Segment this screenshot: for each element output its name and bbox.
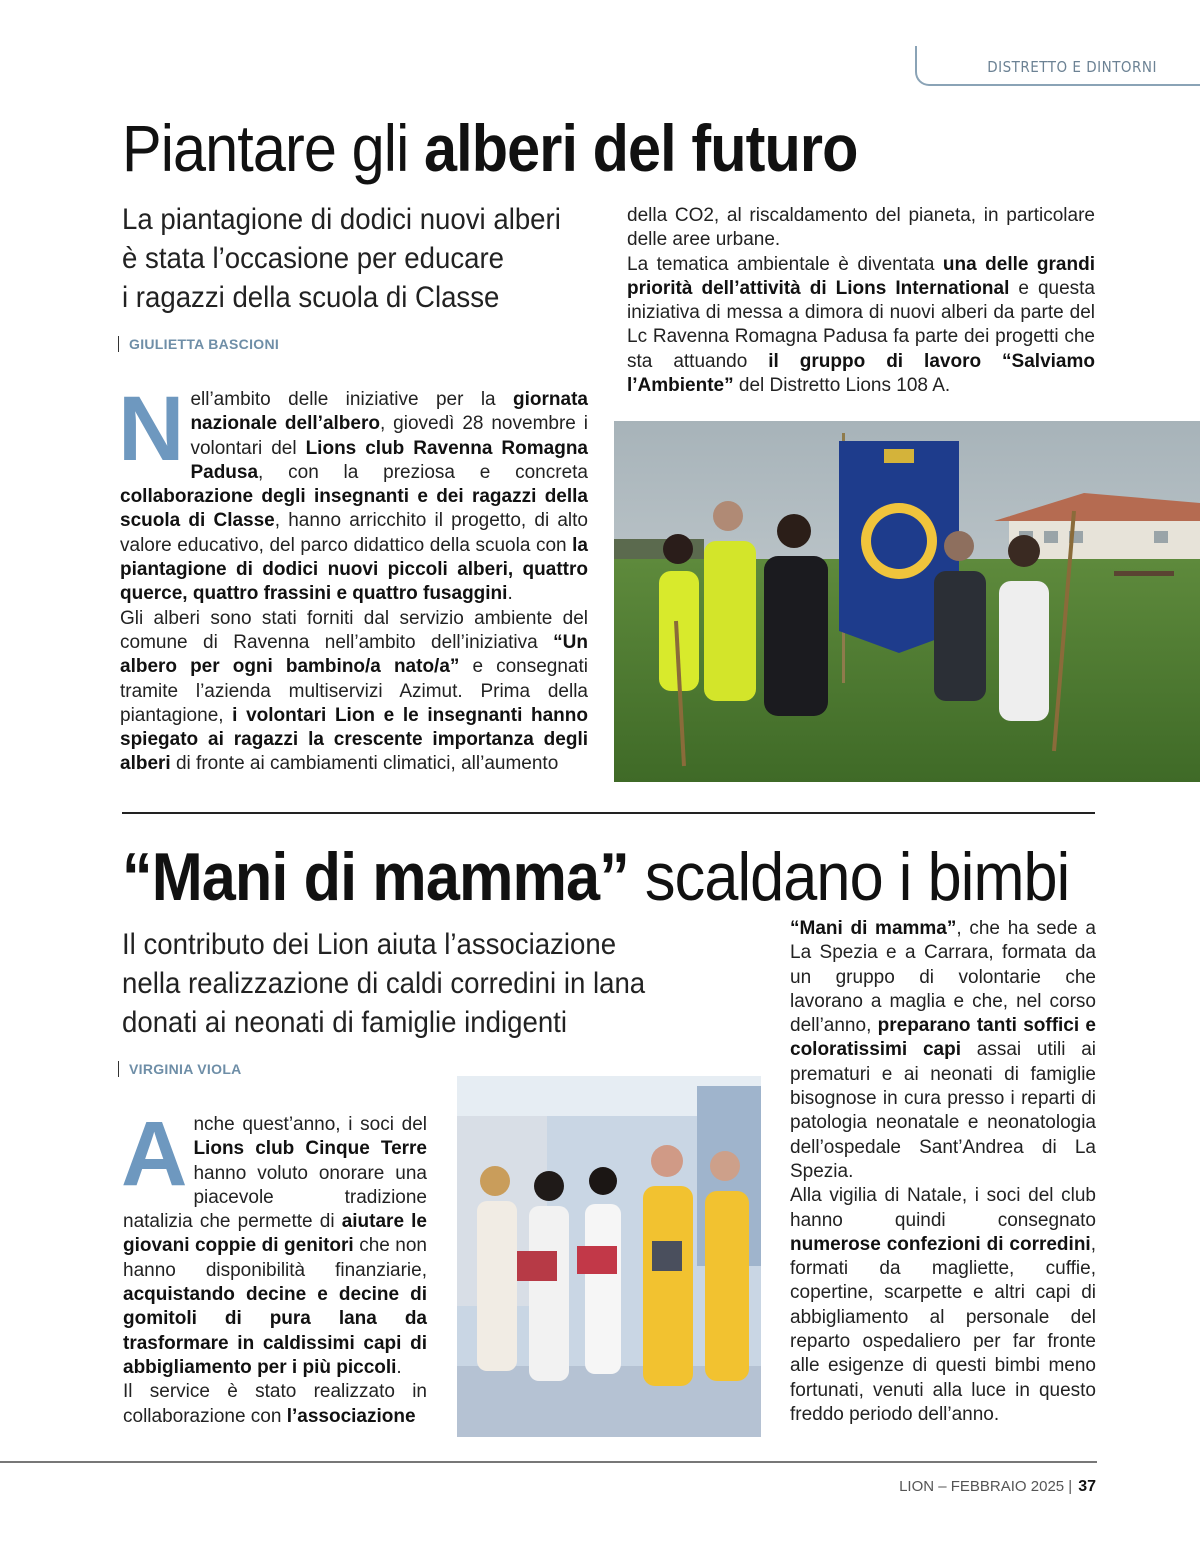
article2-subtitle: [122, 925, 645, 1042]
article2-body-2: Il service è stato realizzato in collaborazione con l’associazione: [123, 1381, 427, 1427]
article2-title-light: scaldano i bimbi: [628, 839, 1070, 915]
article1-body-4: La tematica ambientale è diventata una delle grandi priorità dell’attività di Lions International e questa iniziativa di messa a dimora di nuovi alberi da parte del Lc Ravenna Romagna Padusa fa parte dei progetti che sta attuando il gruppo di lavoro “Salviamo l’Ambiente” del Distretto Lions 108 A.: [627, 253, 1095, 397]
article2-column-right: [790, 917, 1096, 1427]
article1-title-light: Piantare gli: [122, 111, 424, 185]
article2-body-4: Alla vigilia di Natale, i soci del club hanno quindi consegnato numerose confezioni di corredini, formati da magliette, cuffie, copertine, scarpette e altri capi di abbigliamento al personale del reparto ospedaliero per far fronte alle esigenze di questi bimbi meno fortunati, venuti alla luce in questo freddo periodo dell’anno.: [790, 1185, 1096, 1425]
article1-subtitle: [122, 200, 561, 317]
article2-photo: [457, 1076, 761, 1437]
dropcap: A: [121, 1103, 188, 1205]
dropcap: N: [118, 378, 185, 480]
article1-photo: [614, 421, 1200, 782]
subtitle-line: è stata l’occasione per educare: [122, 242, 505, 275]
article2-body-1: Anche quest’anno, i soci del Lions club Cinque Terre hanno voluto onorare una piacevole tradizione natalizia che permette di aiutare le giovani coppie di genitori che non hanno disponibilità finanziarie, acquistando decine e decine di gomitoli di pura lana da trasformare in caldissimi capi di abbigliamento per i più piccoli.: [121, 1103, 427, 1378]
subtitle-line: Il contributo dei Lion aiuta l’associazione: [122, 928, 617, 961]
article2-title: [122, 838, 1069, 916]
article1-body-1: Nell’ambito delle iniziative per la giornata nazionale dell’albero, giovedì 28 novembre i volontari del Lions club Ravenna Romagna Padusa, con la preziosa e concreta collaborazione degli insegnanti e dei ragazzi della scuola di Classe, hanno arricchito il progetto, di alto valore educativo, del parco didattico della scuola con la piantagione di dodici nuovi piccoli alberi, quattro querce, quattro frassini e quattro fusaggini.: [118, 378, 588, 605]
article1-body-2: Gli alberi sono stati forniti dal servizio ambiente del comune di Ravenna nell’ambito dell’iniziativa “Un albero per ogni bambino/a nato/a” e consegnati tramite l’azienda multiservizi Azimut. Prima della piantagione, i volontari Lion e le insegnanti hanno spiegato ai ragazzi la crescente importanza degli alberi di fronte ai cambiamenti climatici, all’aumento: [120, 607, 588, 775]
subtitle-line: i ragazzi della scuola di Classe: [122, 281, 500, 314]
footer: [899, 1478, 1096, 1496]
article-divider: [122, 812, 1095, 814]
article2-title-bold: “Mani di mamma”: [122, 839, 629, 915]
article2-body-3: “Mani di mamma”, che ha sede a La Spezia e a Carrara, formata da un gruppo di volontarie che lavorano a maglia e che, nel corso dell’anno, preparano tanti soffici e coloratissimi capi assai utili ai prematuri e ai neonati di famiglie bisognose in cura presso i reparti di patologia neonatale e neonatologia dell’ospedale Sant’Andrea di La Spezia.: [790, 918, 1096, 1182]
article1-column-right: [627, 204, 1095, 398]
article1-body-3: della CO2, al riscaldamento del pianeta, in particolare delle aree urbane.: [627, 205, 1095, 251]
section-label: DISTRETTO E DINTORNI: [987, 58, 1157, 76]
subtitle-line: donati ai neonati di famiglie indigenti: [122, 1006, 567, 1039]
section-tab: [915, 46, 1200, 86]
footer-rule: [0, 1461, 1097, 1463]
page-number: 37: [1078, 1478, 1096, 1495]
article1-title: [122, 110, 858, 186]
subtitle-line: nella realizzazione di caldi corredini in lana: [122, 967, 646, 1000]
article1-title-bold: alberi del futuro: [423, 111, 858, 185]
subtitle-line: La piantagione di dodici nuovi alberi: [122, 203, 561, 236]
footer-issue: LION – FEBBRAIO 2025 |: [899, 1478, 1073, 1495]
article1-column-left: [118, 378, 588, 777]
article2-column-left: [121, 1103, 427, 1429]
tree-planting-photo: [614, 421, 1200, 782]
hospital-photo: [457, 1076, 761, 1437]
article2-author: VIRGINIA VIOLA: [118, 1061, 242, 1077]
article1-author: GIULIETTA BASCIONI: [118, 336, 279, 352]
